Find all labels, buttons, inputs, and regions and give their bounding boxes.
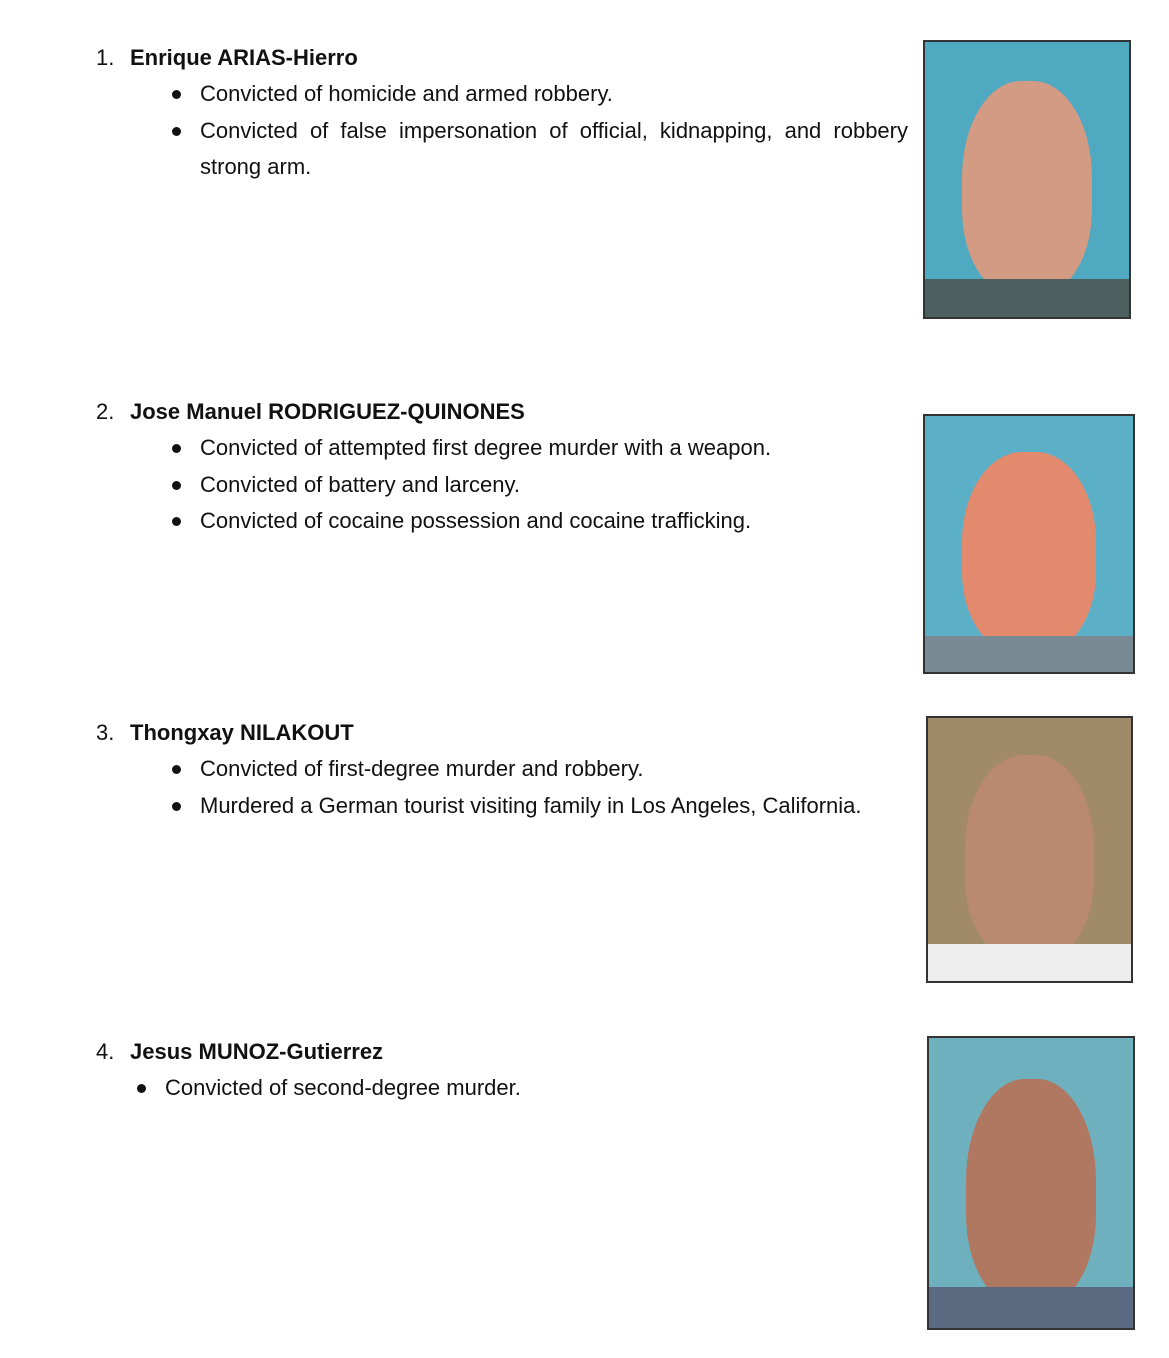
- entry-number: 3.: [96, 720, 115, 745]
- mugshot-photo-1: [923, 40, 1131, 319]
- entry-name: Jesus MUNOZ-Gutierrez: [130, 1039, 384, 1064]
- bullet-list: [96, 1070, 908, 1107]
- mugshot-photo-3: [926, 716, 1133, 983]
- bullet-item: Convicted of homicide and armed robbery.: [96, 76, 908, 113]
- bullet-item: Convicted of first-degree murder and robbery.: [96, 751, 908, 788]
- bullet-list: [96, 76, 908, 186]
- bullet-item: Convicted of cocaine possession and cocaine trafficking.: [96, 503, 908, 540]
- mugshot-photo-4: [927, 1036, 1135, 1330]
- entry-number: 2.: [96, 399, 115, 424]
- mugshot-photo-2: [923, 414, 1135, 674]
- entry-number: 4.: [96, 1039, 115, 1064]
- entry-1: [96, 40, 908, 186]
- bullet-item: Convicted of battery and larceny.: [96, 467, 908, 504]
- entry-number: 1.: [96, 45, 115, 70]
- bullet-list: [96, 430, 908, 540]
- entry-3: [96, 715, 908, 824]
- entry-2: [96, 394, 908, 540]
- entry-name: Jose Manuel RODRIGUEZ-QUINONES: [130, 399, 525, 424]
- entry-name: Thongxay NILAKOUT: [130, 720, 354, 745]
- bullet-item: Murdered a German tourist visiting family in Los Angeles, California.: [96, 788, 908, 825]
- bullet-list: [96, 751, 908, 824]
- entry-4: [96, 1034, 908, 1107]
- bullet-item: Convicted of attempted first degree murder with a weapon.: [96, 430, 908, 467]
- bullet-item: Convicted of false impersonation of official, kidnapping, and robbery strong arm.: [96, 113, 908, 186]
- bullet-item: Convicted of second-degree murder.: [96, 1070, 908, 1107]
- entry-name: Enrique ARIAS-Hierro: [130, 45, 358, 70]
